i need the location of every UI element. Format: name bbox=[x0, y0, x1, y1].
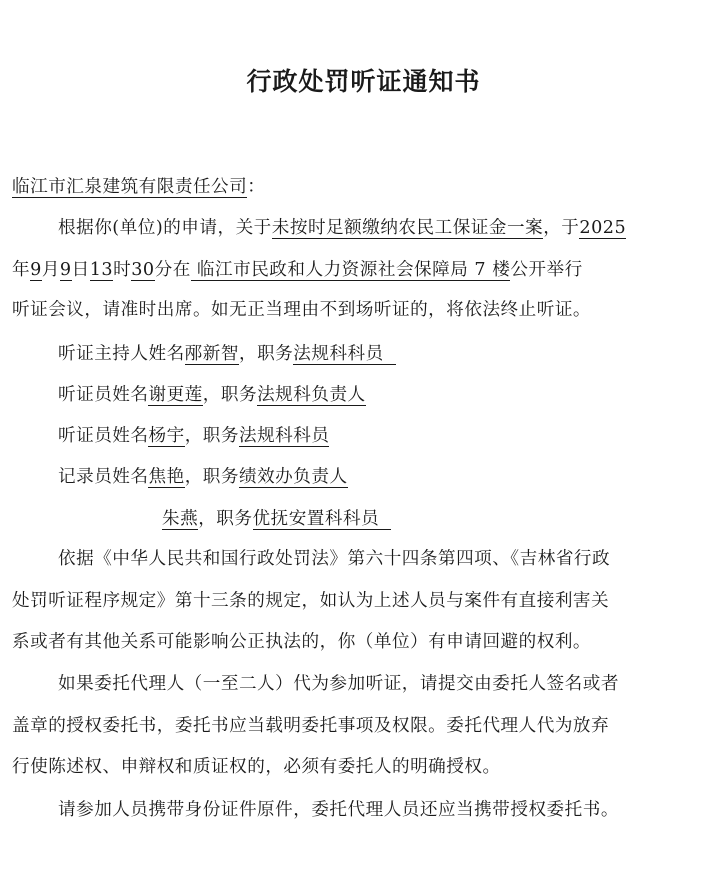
para1-text-b: ，于 bbox=[543, 218, 580, 238]
staff-prefix: 听证主持人姓名 bbox=[58, 344, 185, 364]
hearing-month: 9 bbox=[30, 260, 42, 280]
document-title: 行政处罚听证通知书 bbox=[246, 67, 481, 96]
staff-sep: ，职务 bbox=[184, 426, 239, 446]
staff-sep: ，职务 bbox=[184, 467, 239, 487]
para3-line2: 盖章的授权委托书，委托书应当载明委托事项及权限。委托代理人代为放弃 bbox=[12, 716, 610, 736]
para1-text-c: 年 bbox=[12, 260, 31, 280]
para1-text-h: 公开举行 bbox=[510, 260, 583, 280]
staff-name: 谢更莲 bbox=[148, 385, 203, 405]
recipient-line bbox=[12, 175, 265, 199]
staff-line-host bbox=[58, 342, 396, 366]
staff-prefix: 听证员姓名 bbox=[58, 426, 149, 446]
para1-text-f: 时 bbox=[113, 260, 132, 280]
hearing-year: 2025 bbox=[579, 218, 627, 238]
staff-name: 杨宇 bbox=[148, 426, 185, 446]
para2-line1: 依据《中华人民共和国行政处罚法》第六十四条第四项、《吉林省行政 bbox=[58, 549, 611, 569]
staff-sep: ，职务 bbox=[202, 385, 258, 405]
recipient-colon: ： bbox=[247, 177, 266, 197]
para2-line3: 系或者有其他关系可能影响公正执法的，你（单位）有申请回避的权利。 bbox=[12, 632, 592, 652]
staff-line-member1 bbox=[58, 383, 366, 407]
staff-name: 邴新智 bbox=[184, 344, 239, 364]
hearing-day: 9 bbox=[59, 260, 72, 280]
hearing-location: 临江市民政和人力资源社会保障局 7 楼 bbox=[190, 260, 511, 280]
para1-text-e: 日 bbox=[71, 260, 90, 280]
para1-line2 bbox=[12, 258, 583, 282]
para2-line2: 处罚听证程序规定》第十三条的规定，如认为上述人员与案件有直接利害关 bbox=[12, 591, 610, 611]
para1-line1 bbox=[58, 216, 626, 240]
para1-text-a: 根据你(单位)的申请，关于 bbox=[58, 218, 272, 238]
para1-text-d: 月 bbox=[41, 260, 60, 280]
staff-name: 朱燕 bbox=[162, 509, 199, 529]
staff-title: 法规科负责人 bbox=[257, 385, 366, 405]
hearing-minute: 30 bbox=[131, 260, 155, 280]
staff-title: 法规科科员 bbox=[238, 426, 330, 446]
recipient-company: 临江市汇泉建筑有限责任公司 bbox=[12, 177, 248, 197]
para4-line1: 请参加人员携带身份证件原件，委托代理人员还应当携带授权委托书。 bbox=[58, 800, 619, 820]
staff-title: 法规科科员 bbox=[293, 344, 396, 364]
staff-sep: ，职务 bbox=[238, 344, 294, 364]
para1-line3: 听证会议，请准时出席。如无正当理由不到场听证的，将依法终止听证。 bbox=[12, 300, 592, 320]
staff-prefix: 记录员姓名 bbox=[58, 467, 149, 487]
hearing-hour: 13 bbox=[89, 260, 114, 280]
para3-line3: 行使陈述权、申辩权和质证权的，必须有委托人的明确授权。 bbox=[12, 757, 501, 777]
staff-line-recorder2 bbox=[162, 507, 391, 531]
para1-text-g: 分在 bbox=[154, 260, 191, 280]
staff-line-member2 bbox=[58, 424, 329, 448]
staff-title: 优抚安置科科员 bbox=[252, 509, 392, 529]
staff-sep: ，职务 bbox=[198, 509, 253, 529]
para3-line1: 如果委托代理人（一至二人）代为参加听证，请提交由委托人签名或者 bbox=[58, 674, 619, 694]
staff-name: 焦艳 bbox=[148, 467, 185, 487]
staff-prefix: 听证员姓名 bbox=[58, 385, 149, 405]
case-name: 未按时足额缴纳农民工保证金一案 bbox=[271, 218, 544, 238]
staff-title: 绩效办负责人 bbox=[238, 467, 348, 487]
staff-line-recorder bbox=[58, 465, 348, 489]
